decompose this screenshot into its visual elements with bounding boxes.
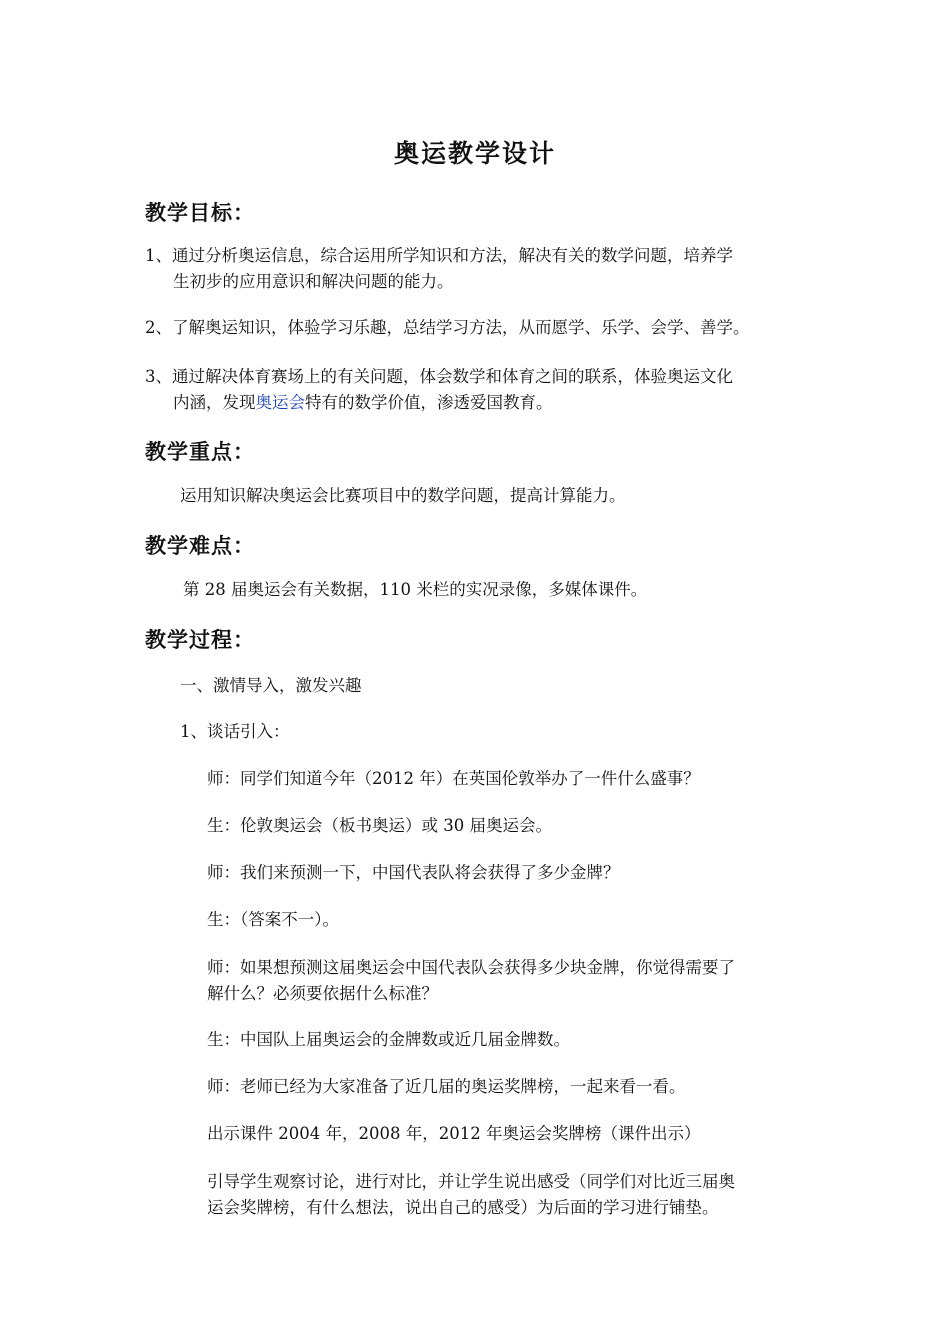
olympics-link[interactable]: 奥运会	[255, 393, 305, 412]
key-points-heading: 教学重点：	[145, 439, 255, 464]
difficulties-heading: 教学难点：	[145, 533, 255, 558]
goal-item-2	[145, 315, 810, 341]
goal-3-line-2-pre: 内涵，发现	[173, 393, 256, 412]
goal-1-line-2: 生初步的应用意识和解决问题的能力。	[173, 272, 454, 291]
dialog-line: 师：如果想预测这届奥运会中国代表队会获得多少块金牌，你觉得需要了	[207, 958, 735, 977]
dialog-line: 师：我们来预测一下，中国代表队将会获得了多少金牌？	[207, 863, 620, 882]
goal-2-line-1: 2、了解奥运知识，体验学习乐趣，总结学习方法，从而愿学、乐学、会学、善学。	[145, 318, 750, 337]
difficulties-text: 第 28 届奥运会有关数据，110 米栏的实况录像，多媒体课件。	[183, 580, 648, 599]
document-title: 奥运教学设计	[393, 139, 556, 168]
dialog-line: 生：（答案不一）。	[207, 910, 339, 929]
dialog-line: 解什么？必须要依据什么标准？	[207, 984, 438, 1003]
key-points-text: 运用知识解决奥运会比赛项目中的数学问题，提高计算能力。	[180, 486, 626, 505]
process-heading: 教学过程：	[145, 627, 255, 652]
goals-heading: 教学目标：	[145, 200, 255, 225]
dialog-line: 出示课件 2004 年，2008 年，2012 年奥运会奖牌榜（课件出示）	[207, 1124, 701, 1143]
dialog-line: 引导学生观察讨论，进行对比，并让学生说出感受（同学们对比近三届奥	[207, 1172, 735, 1191]
dialog-line: 师：老师已经为大家准备了近几届的奥运奖牌榜，一起来看一看。	[207, 1077, 686, 1096]
goal-3-line-2	[145, 390, 810, 416]
dialog-line: 生：中国队上届奥运会的金牌数或近几届金牌数。	[207, 1030, 570, 1049]
goal-3-line-1: 3、通过解决体育赛场上的有关问题，体会数学和体育之间的联系，体验奥运文化	[145, 367, 733, 386]
dialog-line: 生：伦敦奥运会（板书奥运）或 30 届奥运会。	[207, 816, 552, 835]
goal-3-line-2-post: 特有的数学价值，渗透爱国教育。	[305, 393, 553, 412]
goal-1-line-1: 1、通过分析奥运信息，综合运用所学知识和方法，解决有关的数学问题，培养学	[145, 246, 733, 265]
dialog-line: 运会奖牌榜，有什么想法，说出自己的感受）为后面的学习进行铺垫。	[207, 1198, 719, 1217]
goal-item-1	[145, 243, 810, 295]
goal-item-3	[145, 364, 810, 416]
process-section-1: 一、激情导入，激发兴趣	[180, 676, 362, 695]
process-sub-1: 1、谈话引入：	[180, 722, 290, 741]
dialog-line: 师：同学们知道今年（2012 年）在英国伦敦举办了一件什么盛事？	[207, 769, 700, 788]
